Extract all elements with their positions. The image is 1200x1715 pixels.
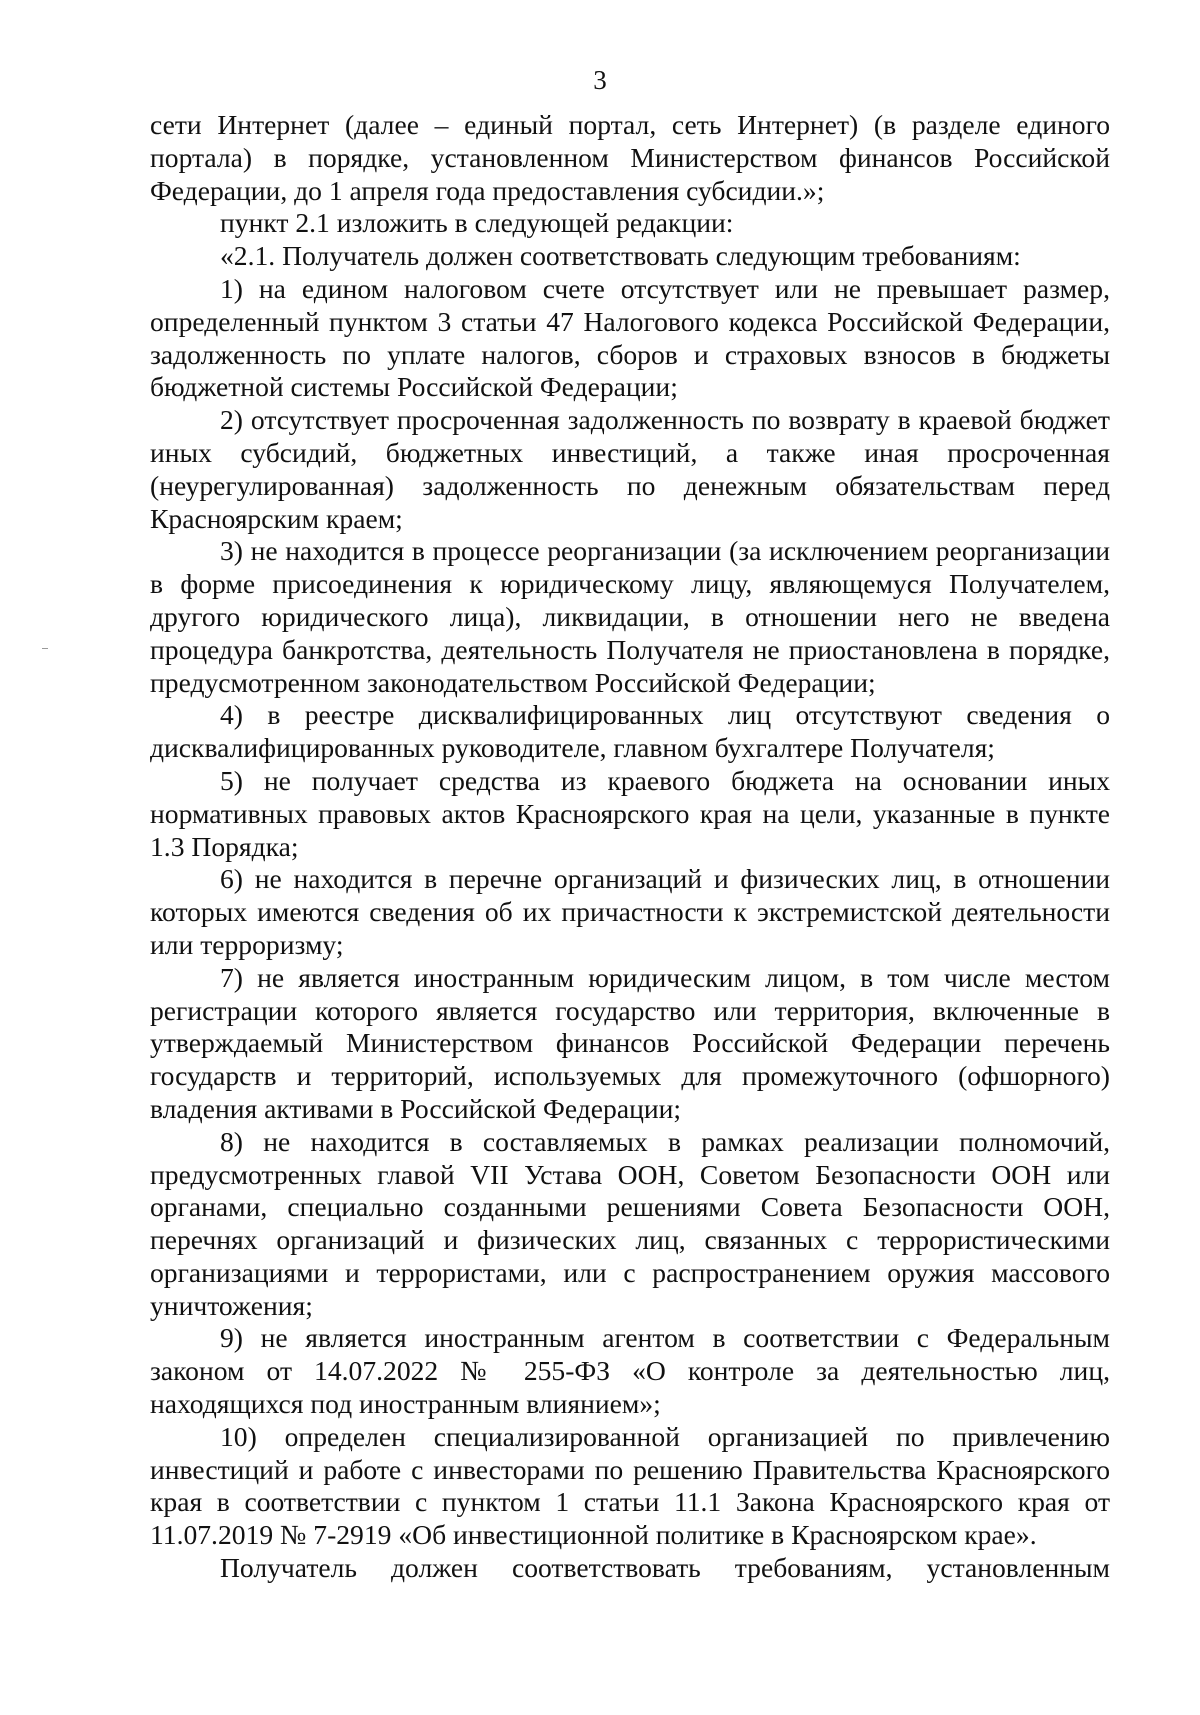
paragraph-item-1: 1) на едином налоговом счете отсутствует или не превышает размер, определенный пунктом 3 статьи 47 Налогового кодекса Российской Федерации, задолженность по уплате налогов, сборов и страховых взносов в бюджеты бюджетной системы Российской Федерации;	[150, 272, 1110, 403]
paragraph-amendment-intro: пункт 2.1 изложить в следующей редакции:	[220, 207, 734, 239]
paragraph-continuation: сети Интернет (далее – единый портал, сеть Интернет) (в разделе единого портала) в порядке, установленном Министерством финансов Российской Федерации, до 1 апреля года предоставления субсидии.»;	[150, 109, 1110, 206]
scan-margin-mark	[42, 648, 48, 649]
paragraph-item-3: 3) не находится в процессе реорганизации (за исключением реорганизации в форме присоединения к юридическому лицу, являющемуся Получателем, другого юридического лица), ликвидации, в отношении него не введена процедура банкротства, деятельность Получателя не приостановлена в порядке, предусмотренном законодательством Российской Федерации;	[150, 535, 1110, 698]
paragraph-item-7: 7) не является иностранным юридическим лицом, в том числе местом регистрации которого является государство или территория, включенные в утверждаемый Министерством финансов Российской Федерации перечень государств и территорий, используемых для промежуточного (офшорного) владения активами в Российской Федерации;	[150, 961, 1110, 1124]
page-number: 3	[593, 65, 607, 95]
paragraph-item-4: 4) в реестре дисквалифицированных лиц отсутствуют сведения о дисквалифицированных руководителе, главном бухгалтере Получателя;	[150, 699, 1110, 764]
paragraph-item-9: 9) не является иностранным агентом в соответствии с Федеральным законом от 14.07.2022 № 255-ФЗ «О контроле за деятельностью лиц, находящихся под иностранным влиянием»;	[150, 1322, 1110, 1420]
paragraph-item-8: 8) не находится в составляемых в рамках реализации полномочий, предусмотренных главой VII Устава ООН, Советом Безопасности ООН или органами, специально созданными решениями Совета Безопасности ООН, перечнях организаций и физических лиц, связанных с террористическими организациями и террористами, или с распространением оружия массового уничтожения;	[150, 1125, 1110, 1321]
paragraph-clause-2-1: «2.1. Получатель должен соответствовать следующим требованиям:	[220, 240, 1021, 272]
paragraph-item-2: 2) отсутствует просроченная задолженность по возврату в краевой бюджет иных субсидий, бюджетных инвестиций, а также иная просроченная (неурегулированная) задолженность по денежным обязательствам перед Красноярским краем;	[150, 404, 1110, 534]
paragraph-requirements-continuation: Получатель должен соответствовать требованиям, установленным	[220, 1552, 1110, 1584]
paragraph-item-6: 6) не находится в перечне организаций и физических лиц, в отношении которых имеются сведения об их причастности к экстремистской деятельности или терроризму;	[150, 863, 1110, 960]
paragraph-item-5: 5) не получает средства из краевого бюджета на основании иных нормативных правовых актов Красноярского края на цели, указанные в пункте 1.3 Порядка;	[150, 764, 1110, 862]
paragraph-item-10: 10) определен специализированной организацией по привлечению инвестиций и работе с инвесторами по решению Правительства Красноярского края в соответствии с пунктом 1 статьи 11.1 Закона Красноярского края от 11.07.2019 № 7-2919 «Об инвестиционной политике в Красноярском крае».	[150, 1420, 1110, 1551]
document-body	[150, 109, 1110, 1585]
